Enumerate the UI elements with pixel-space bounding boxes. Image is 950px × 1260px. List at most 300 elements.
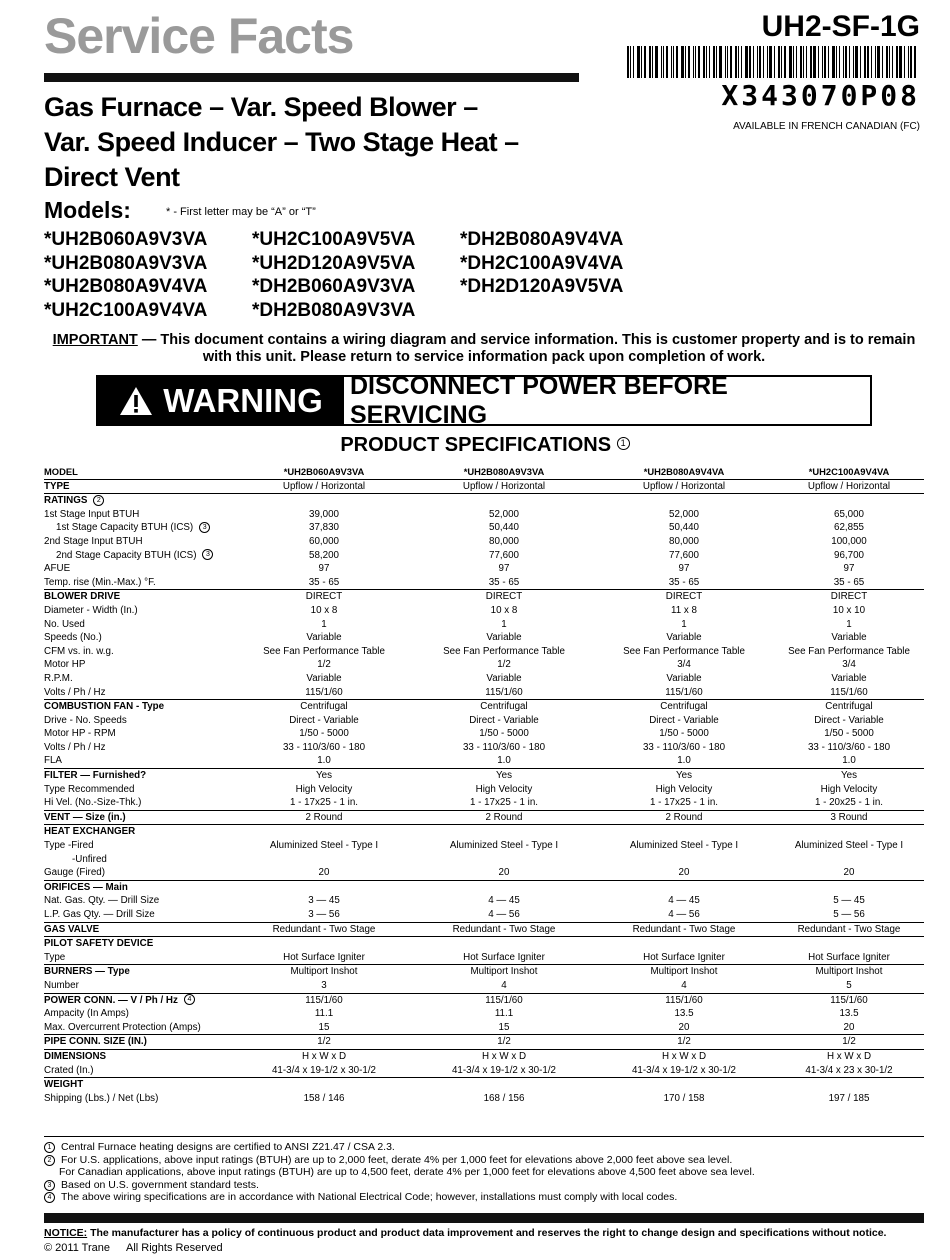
footnote-text: The above wiring specifications are in accordance with National Electrical Code; however, installations must comply with local codes. [61, 1191, 678, 1203]
table-row [44, 645, 924, 659]
row-label-text: R.P.M. [44, 672, 73, 684]
spec-value: 115/1/60 [414, 993, 594, 1007]
spec-value: High Velocity [820, 783, 878, 795]
footnotes [44, 1141, 924, 1204]
table-row [44, 839, 924, 853]
barcode-bar [778, 46, 780, 78]
row-label-text: Type -Fired [44, 840, 94, 852]
spec-value: 115/1/60 [485, 686, 523, 698]
table-row [44, 979, 924, 993]
table-row [44, 993, 924, 1007]
spec-value [234, 494, 414, 508]
spec-value: 77,600 [669, 549, 699, 561]
model-number: *UH2B060A9V3VA [44, 229, 208, 250]
spec-value: Multiport Inshot [594, 965, 774, 979]
spec-value: 80,000 [489, 535, 519, 547]
row-label [44, 810, 234, 825]
spec-value: 97 [498, 563, 510, 575]
document-title [44, 90, 604, 195]
spec-value [414, 880, 594, 894]
row-label [44, 631, 234, 645]
barcode-bar [709, 46, 710, 78]
barcode-bar [652, 46, 653, 78]
barcode-bar [695, 46, 696, 78]
spec-value: 158 / 146 [303, 1092, 345, 1104]
spec-value: 35 - 65 [488, 576, 520, 588]
footnote-text: Based on U.S. government standard tests. [61, 1178, 259, 1191]
spec-value [414, 494, 594, 508]
row-label-text: PIPE CONN. SIZE (IN.) [44, 1036, 147, 1048]
copyright-text: © 2011 Trane [44, 1242, 110, 1254]
document-number: UH2-SF-1G [761, 10, 920, 43]
barcode-bar [904, 46, 905, 78]
table-row [44, 576, 924, 590]
row-label [44, 521, 234, 535]
spec-value: 13.5 [839, 1008, 859, 1020]
table-row [44, 810, 924, 825]
spec-value: Variable [306, 672, 342, 684]
rights-text: All Rights Reserved [126, 1242, 223, 1254]
row-label [44, 562, 234, 576]
spec-value: DIRECT [234, 590, 414, 604]
spec-value: Centrifugal [774, 700, 924, 714]
spec-value: 1/2 [317, 659, 331, 671]
spec-value: Multiport Inshot [234, 965, 414, 979]
spec-value: 5 — 56 [833, 909, 865, 920]
spec-value: H x W x D [774, 1049, 924, 1063]
spec-value: 4 — 45 [488, 895, 520, 907]
row-label [44, 1021, 234, 1035]
row-label [44, 796, 234, 810]
barcode-bar [796, 46, 797, 78]
spec-value: 115/1/60 [665, 686, 703, 698]
spec-value: Hot Surface Igniter [463, 951, 545, 963]
row-label [44, 645, 234, 659]
spec-value: 3 — 56 [308, 909, 340, 920]
spec-value [774, 853, 924, 867]
table-row [44, 853, 924, 867]
spec-value: 3/4 [842, 659, 856, 671]
spec-value: Yes [774, 769, 924, 783]
barcode-bar [810, 46, 812, 78]
models-heading: Models: [44, 197, 131, 223]
barcode-bar [774, 46, 775, 78]
table-row [44, 479, 924, 494]
barcode-bar [828, 46, 829, 78]
spec-value: Redundant - Two Stage [414, 922, 594, 937]
spec-value: 65,000 [834, 508, 864, 520]
row-label [44, 853, 234, 867]
spec-value: 10 x 8 [310, 604, 338, 616]
row-label [44, 993, 234, 1007]
footnote-ref: 1 [617, 437, 630, 450]
footnote-number: 4 [44, 1192, 55, 1203]
barcode-bar [803, 46, 804, 78]
spec-value: Variable [831, 672, 867, 684]
barcode-bar [688, 46, 690, 78]
spec-value: DIRECT [594, 590, 774, 604]
barcode-bar [757, 46, 758, 78]
spec-value: See Fan Performance Table [443, 645, 565, 657]
spec-value: 1 [681, 618, 687, 630]
spec-value: 77,600 [489, 549, 519, 561]
barcode-bar [741, 46, 742, 78]
notice-label: NOTICE: [44, 1227, 88, 1239]
table-row [44, 894, 924, 908]
table-row [44, 937, 924, 951]
spec-value [234, 880, 414, 894]
spec-value: Multiport Inshot [774, 965, 924, 979]
warning-triangle-icon [119, 386, 153, 416]
spec-value: 13.5 [674, 1008, 694, 1020]
spec-value: 41-3/4 x 19-1/2 x 30-1/2 [451, 1064, 557, 1076]
spec-value: 20 [318, 867, 330, 879]
row-label-text: Speeds (No.) [44, 632, 102, 644]
row-label-text: Motor HP - RPM [44, 728, 116, 740]
barcode-bar [719, 46, 722, 78]
spec-value: Hot Surface Igniter [643, 951, 725, 963]
spec-value [234, 825, 414, 839]
row-label [44, 937, 234, 951]
notice-text: The manufacturer has a policy of continuous product and product data improvement and reserves the right to change design and specifications without notice. [87, 1227, 887, 1239]
table-row [44, 604, 924, 618]
row-label-text: 2nd Stage Input BTUH [44, 535, 143, 547]
spec-value: Variable [666, 672, 702, 684]
table-row [44, 908, 924, 922]
spec-value: Aluminized Steel - Type I [794, 840, 904, 852]
row-label-text: BURNERS — Type [44, 966, 130, 978]
spec-value: 1/50 - 5000 [824, 728, 874, 740]
warning-label: WARNING [163, 381, 323, 419]
row-label-text: L.P. Gas Qty. — Drill Size [44, 909, 155, 920]
spec-value: Yes [414, 769, 594, 783]
spec-value: 115/1/60 [830, 686, 868, 698]
spec-value: Variable [486, 632, 522, 644]
barcode-bar [864, 46, 866, 78]
model-number [460, 299, 668, 323]
model-column-header: *UH2B080A9V3VA [414, 465, 594, 479]
row-label [44, 1007, 234, 1021]
spec-value: 96,700 [834, 549, 864, 561]
table-row [44, 1021, 924, 1035]
spec-value [414, 825, 594, 839]
barcode-bar [730, 46, 732, 78]
spec-value: 1 - 20x25 - 1 in. [814, 797, 884, 809]
header-rule [44, 73, 579, 82]
title-line: Direct Vent [44, 162, 180, 192]
row-label [44, 894, 234, 908]
part-number: X343070P08 [721, 79, 920, 112]
row-label [44, 922, 234, 937]
spec-value: 11 x 8 [671, 604, 697, 616]
barcode-bar [644, 46, 646, 78]
barcode-bar [813, 46, 816, 78]
row-label-text: RATINGS [44, 495, 88, 507]
barcode-bar [845, 46, 847, 78]
spec-value: 35 - 65 [668, 576, 700, 588]
barcode-bar [882, 46, 883, 78]
spec-heading [0, 432, 950, 458]
barcode [627, 46, 919, 78]
row-label [44, 965, 234, 979]
row-label [44, 618, 234, 632]
spec-value: Upflow / Horizontal [642, 480, 726, 492]
footnote-text: Central Furnace heating designs are certified to ANSI Z21.47 / CSA 2.3. [61, 1141, 395, 1153]
row-label-text: Nat. Gas. Qty. — Drill Size [44, 895, 160, 907]
barcode-bar [637, 46, 640, 78]
spec-value: Multiport Inshot [414, 965, 594, 979]
spec-value: 10 x 10 [832, 604, 866, 616]
barcode-bar [824, 46, 826, 78]
spec-value: 20 [498, 867, 510, 879]
footnote-ref: 3 [202, 549, 213, 560]
row-label-text: Hi Vel. (No.-Size-Thk.) [44, 797, 142, 809]
spec-value: 3/4 [677, 659, 691, 671]
barcode-bar [649, 46, 651, 78]
spec-value: 35 - 65 [833, 576, 865, 588]
spec-value: 1 - 17x25 - 1 in. [649, 797, 719, 809]
spec-value: High Velocity [475, 783, 533, 795]
spec-value [234, 853, 414, 867]
row-label [44, 908, 234, 922]
spec-value: H x W x D [234, 1049, 414, 1063]
spec-value: 1.0 [677, 755, 691, 767]
table-row [44, 494, 924, 508]
spec-value: 41-3/4 x 19-1/2 x 30-1/2 [631, 1064, 737, 1076]
spec-heading-text: PRODUCT SPECIFICATIONS [340, 434, 612, 456]
row-label [44, 839, 234, 853]
spec-value: 100,000 [831, 535, 867, 547]
table-row [44, 1007, 924, 1021]
spec-value: 41-3/4 x 19-1/2 x 30-1/2 [271, 1064, 377, 1076]
barcode-bar [759, 46, 761, 78]
barcode-bar [781, 46, 782, 78]
spec-value: 115/1/60 [305, 686, 343, 698]
row-label-text: CFM vs. in. w.g. [44, 645, 114, 657]
table-row [44, 1035, 924, 1050]
important-label: IMPORTANT [52, 332, 138, 348]
spec-value: 50,440 [489, 522, 519, 534]
spec-value: 1/2 [774, 1035, 924, 1050]
warning-label-box [98, 377, 344, 424]
barcode-bar [685, 46, 686, 78]
row-label [44, 714, 234, 728]
spec-value: 115/1/60 [234, 993, 414, 1007]
barcode-bar [877, 46, 880, 78]
spec-value: 33 - 110/3/60 - 180 [282, 741, 366, 753]
table-row [44, 727, 924, 741]
row-label [44, 479, 234, 494]
footnote-ref: 3 [199, 522, 210, 533]
spec-value: 5 — 45 [833, 895, 865, 907]
spec-value: 3 — 45 [308, 895, 340, 907]
barcode-bar [889, 46, 890, 78]
spec-value: Redundant - Two Stage [234, 922, 414, 937]
spec-value: See Fan Performance Table [788, 645, 910, 657]
barcode-bar [627, 46, 629, 78]
spec-value: Yes [594, 769, 774, 783]
spec-value: H x W x D [414, 1049, 594, 1063]
table-row [44, 951, 924, 965]
spec-value: Upflow / Horizontal [462, 480, 546, 492]
spec-value: 1/50 - 5000 [479, 728, 529, 740]
row-label-text: Motor HP [44, 659, 86, 671]
barcode-bar [676, 46, 678, 78]
barcode-bar [867, 46, 869, 78]
spec-value: 11.1 [314, 1008, 334, 1020]
row-label [44, 686, 234, 700]
row-label-text: ORIFICES — Main [44, 881, 128, 893]
row-label [44, 672, 234, 686]
table-row [44, 796, 924, 810]
spec-value: 1.0 [497, 755, 511, 767]
spec-value: 20 [678, 1021, 690, 1033]
spec-value: 37,830 [309, 522, 339, 534]
barcode-bar [800, 46, 802, 78]
footnote [44, 1191, 924, 1204]
barcode-bar [681, 46, 684, 78]
spec-value: 97 [678, 563, 690, 575]
model-number: *DH2D120A9V5VA [460, 276, 624, 297]
table-row [44, 508, 924, 522]
models-note: * - First letter may be “A” or “T” [166, 206, 316, 218]
footnote-number: 1 [44, 1142, 55, 1153]
spec-value: 1/2 [414, 1035, 594, 1050]
barcode-bar [749, 46, 751, 78]
spec-value [594, 880, 774, 894]
table-row [44, 714, 924, 728]
barcode-bar [745, 46, 748, 78]
row-label-text: Volts / Ph / Hz [44, 741, 106, 753]
row-label [44, 549, 234, 563]
barcode-bar [910, 46, 912, 78]
table-row [44, 672, 924, 686]
spec-value: 62,855 [834, 522, 864, 534]
row-label [44, 1035, 234, 1050]
footnote-text: For U.S. applications, above input ratings (BTUH) are up to 2,000 feet, derate 4% per 1,000 feet for elevations above 2,000 feet above sea level. [61, 1153, 733, 1166]
table-row [44, 631, 924, 645]
spec-value: 97 [318, 563, 330, 575]
spec-value: High Velocity [655, 783, 713, 795]
spec-value: 2 Round [594, 810, 774, 825]
footnote-ref: 4 [184, 994, 195, 1005]
barcode-bar [698, 46, 701, 78]
row-label-text: FLA [44, 755, 62, 767]
row-label-text: Diameter - Width (In.) [44, 604, 138, 616]
barcode-bar [641, 46, 642, 78]
row-label-text: Temp. rise (Min.-Max.) °F. [44, 576, 156, 588]
spec-value: 2 Round [234, 810, 414, 825]
barcode-bar [860, 46, 861, 78]
table-header-row [44, 465, 924, 479]
spec-value: Centrifugal [414, 700, 594, 714]
spec-value: 1 - 17x25 - 1 in. [289, 797, 359, 809]
table-row [44, 769, 924, 783]
table-row [44, 1064, 924, 1078]
row-label [44, 979, 234, 993]
row-label [44, 508, 234, 522]
model-number: *UH2B080A9V3VA [44, 252, 208, 274]
spec-value: 52,000 [669, 508, 699, 520]
copyright [44, 1242, 239, 1255]
spec-value: 50,440 [669, 522, 699, 534]
row-label [44, 658, 234, 672]
row-label [44, 604, 234, 618]
spec-value: 80,000 [669, 535, 699, 547]
spec-value: Hot Surface Igniter [808, 951, 890, 963]
row-label-text: TYPE [44, 480, 70, 492]
footnote-ref: 2 [93, 495, 104, 506]
table-row [44, 1078, 924, 1092]
row-label-text: No. Used [44, 618, 85, 630]
barcode-bar [725, 46, 726, 78]
spec-value: 20 [678, 867, 690, 879]
spec-value [594, 937, 774, 951]
table-row [44, 825, 924, 839]
warning-banner [96, 371, 872, 429]
model-column-header: MODEL [44, 465, 234, 479]
barcode-bar [818, 46, 819, 78]
spec-value: Centrifugal [234, 700, 414, 714]
barcode-bar [630, 46, 631, 78]
model-number: *UH2D120A9V5VA [252, 252, 416, 274]
spec-value: Centrifugal [594, 700, 774, 714]
spec-value [414, 937, 594, 951]
barcode-bar [738, 46, 739, 78]
row-label [44, 769, 234, 783]
barcode-bar [735, 46, 737, 78]
row-label-text: Crated (In.) [44, 1064, 94, 1076]
row-label [44, 590, 234, 604]
row-label-text: Number [44, 979, 79, 991]
row-label-text: COMBUSTION FAN - Type [44, 701, 165, 713]
french-availability-note: AVAILABLE IN FRENCH CANADIAN (FC) [733, 121, 920, 132]
row-label-text: Shipping (Lbs.) / Net (Lbs) [44, 1092, 159, 1104]
spec-value: 1 [321, 618, 327, 630]
spec-value [594, 494, 774, 508]
brand-title: Service Facts [44, 8, 354, 64]
important-notice [44, 332, 924, 366]
row-label [44, 783, 234, 797]
spec-value: Aluminized Steel - Type I [629, 840, 739, 852]
row-label-text: DIMENSIONS [44, 1050, 107, 1062]
spec-value: 1/50 - 5000 [659, 728, 709, 740]
spec-value [774, 880, 924, 894]
row-label [44, 951, 234, 965]
spec-value: Aluminized Steel - Type I [449, 840, 559, 852]
spec-value: Redundant - Two Stage [594, 922, 774, 937]
row-label [44, 1078, 234, 1092]
model-number: *DH2B080A9V3VA [252, 299, 416, 321]
row-label-text: Ampacity (In Amps) [44, 1008, 129, 1020]
model-number: *DH2C100A9V4VA [460, 252, 624, 274]
table-row [44, 1049, 924, 1063]
row-label-text: -Unfired [72, 853, 107, 865]
barcode-bar [671, 46, 672, 78]
spec-value: Direct - Variable [649, 714, 719, 726]
spec-value: 1/2 [234, 1035, 414, 1050]
barcode-bar [763, 46, 764, 78]
spec-value: Redundant - Two Stage [774, 922, 924, 937]
spec-value: 4 [501, 979, 507, 991]
spec-value: 10 x 8 [490, 604, 518, 616]
table-row [44, 700, 924, 714]
spec-value: 33 - 110/3/60 - 180 [462, 741, 546, 753]
barcode-bar [789, 46, 792, 78]
spec-value [594, 1078, 774, 1092]
notice [44, 1227, 924, 1240]
row-label [44, 576, 234, 590]
